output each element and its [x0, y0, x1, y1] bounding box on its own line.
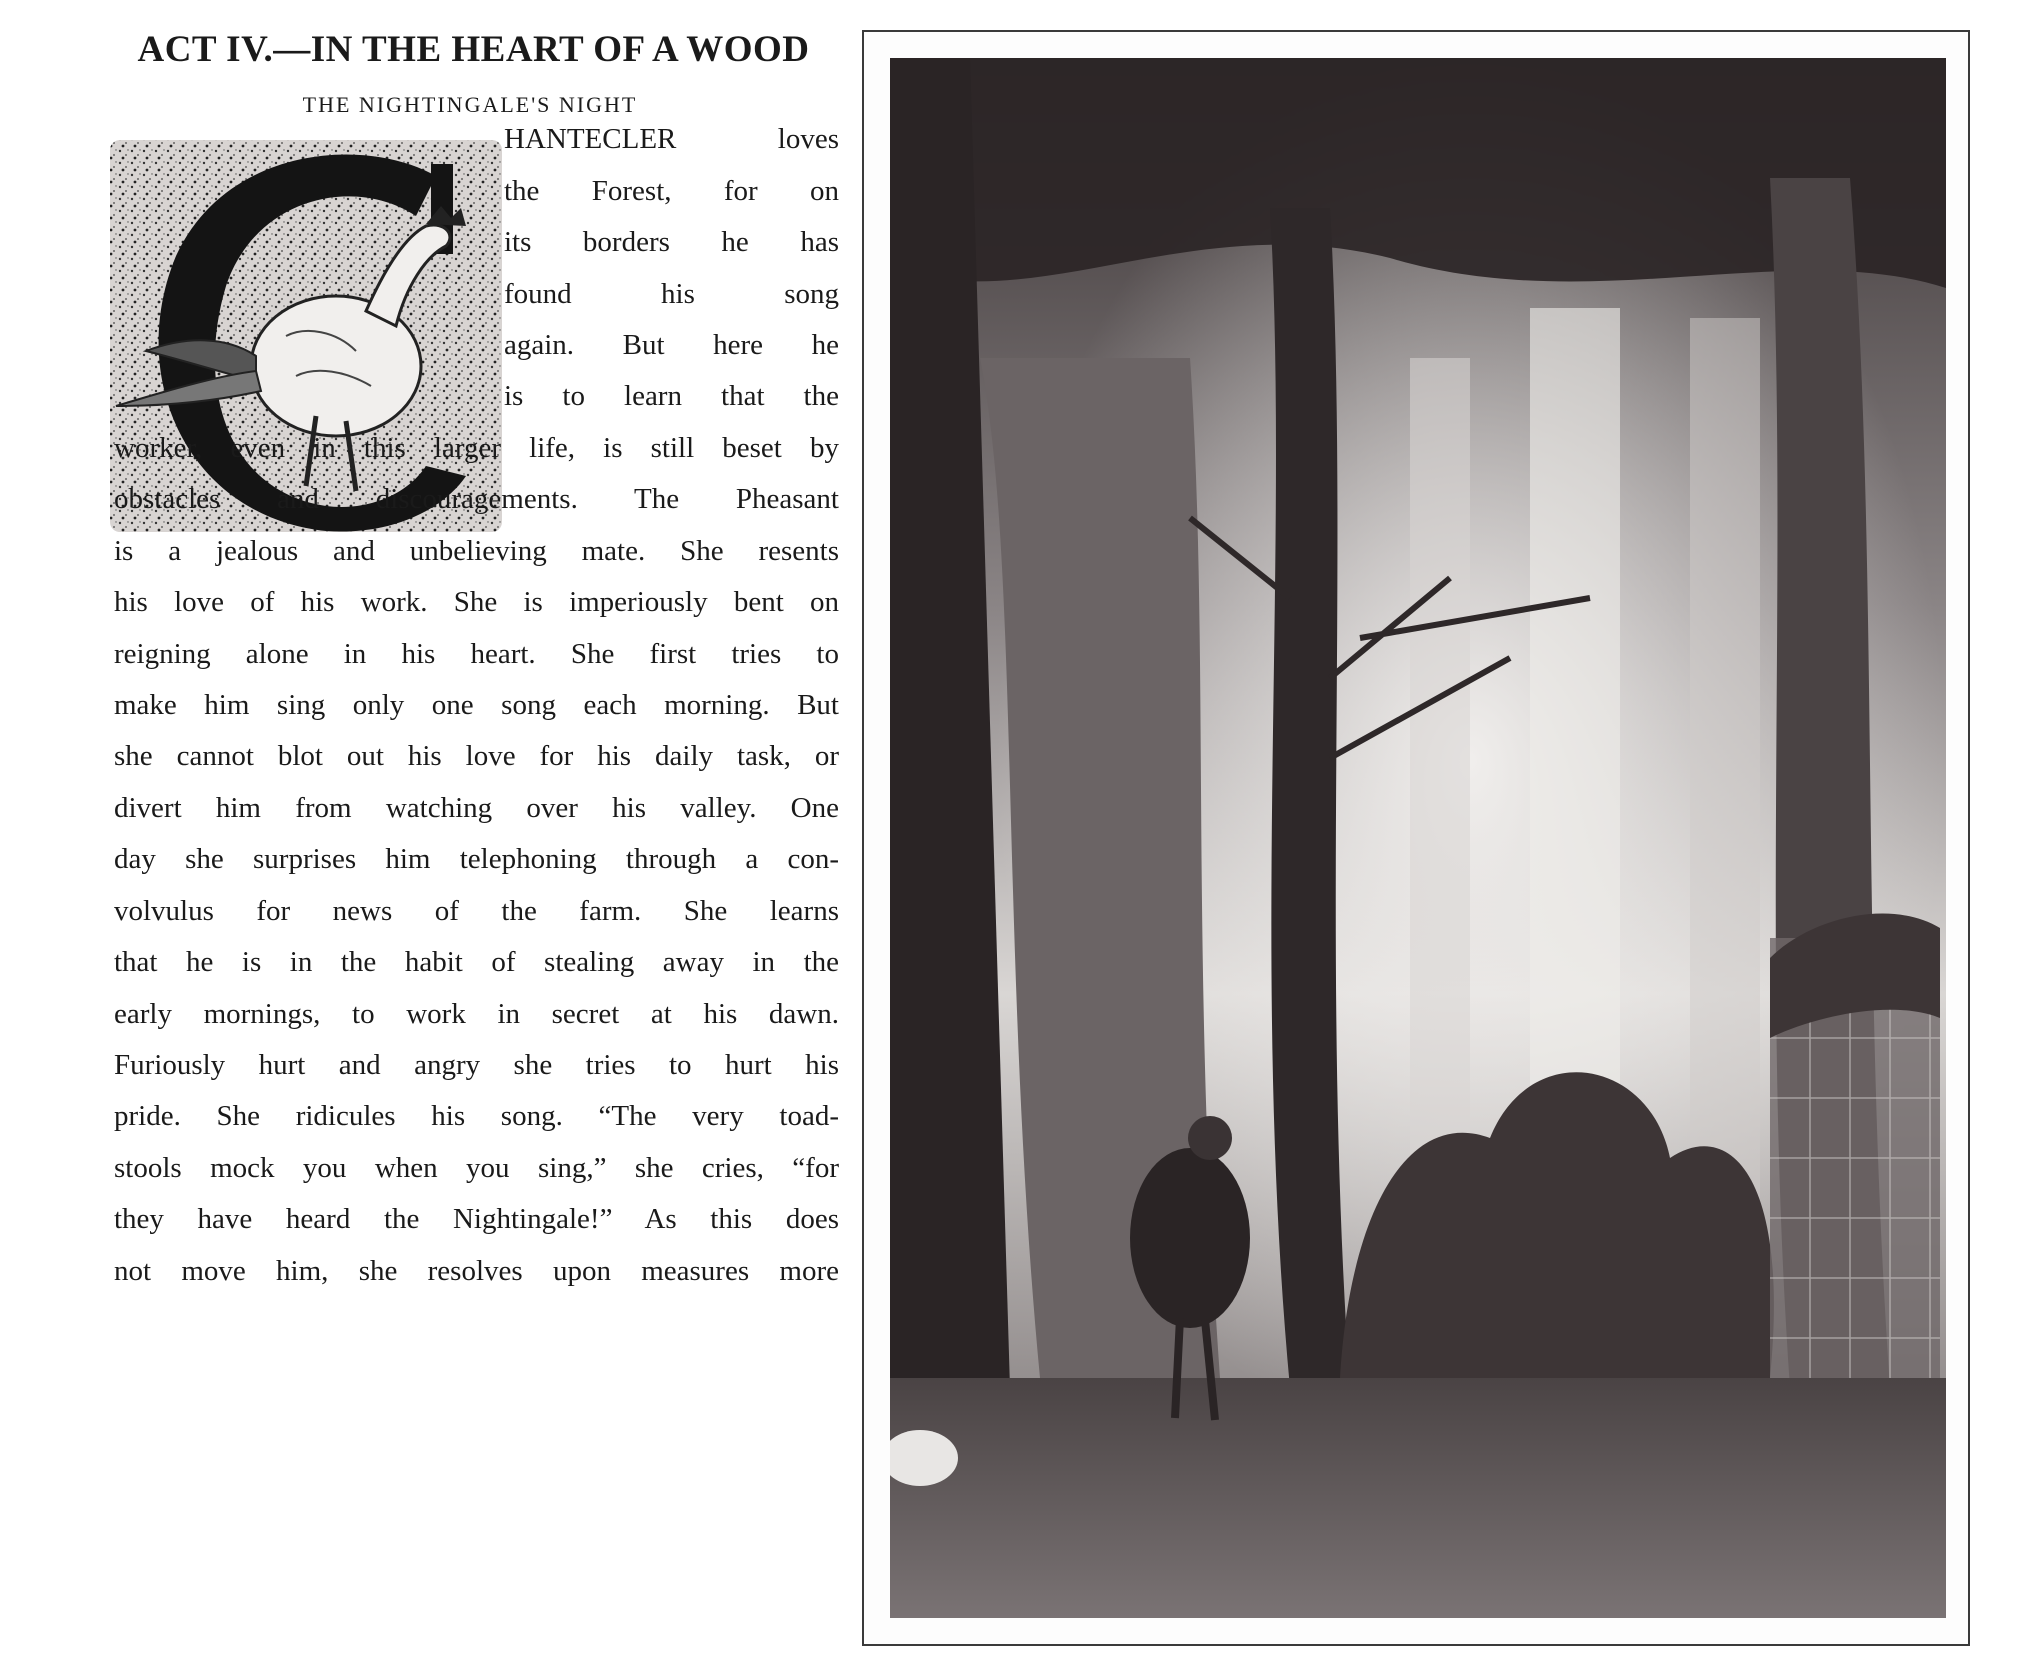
text-line: that he is in the habit of stealing away in the [114, 946, 839, 978]
text-line: volvulus for news of the farm. She learns [114, 895, 839, 927]
dropcap-illustration [106, 136, 506, 536]
text-line: found his song [504, 278, 839, 310]
text-line: stools mock you when you sing,” she cries, “for [114, 1152, 839, 1184]
text-line: Furiously hurt and angry she tries to hurt his [114, 1049, 839, 1081]
rooster-dropcap-icon [106, 136, 506, 536]
forest-scene-icon [890, 58, 1946, 1618]
text-line: worker, even in this larger life, is still beset by [114, 432, 839, 464]
text-line: HANTECLER loves [504, 123, 839, 155]
text-line: the Forest, for on [504, 175, 839, 207]
text-line: divert him from watching over his valley. One [114, 792, 839, 824]
text-line: is a jealous and unbelieving mate. She resents [114, 535, 839, 567]
text-line: she cannot blot out his love for his daily task, or [114, 740, 839, 772]
text-line: they have heard the Nightingale!” As this does [114, 1203, 839, 1235]
text-line: day she surprises him telephoning through a con- [114, 843, 839, 875]
forest-scene-photo [890, 58, 1946, 1618]
text-line: is to learn that the [504, 380, 839, 412]
text-line: pride. She ridicules his song. “The very toad- [114, 1100, 839, 1132]
text-line: reigning alone in his heart. She first tries to [114, 638, 839, 670]
text-line: its borders he has [504, 226, 839, 258]
text-line: early mornings, to work in secret at his dawn. [114, 998, 839, 1030]
text-line: again. But here he [504, 329, 839, 361]
text-line: obstacles and discouragements. The Pheasant [114, 483, 839, 515]
photo-plate [862, 30, 1970, 1646]
text-line: make him sing only one song each morning. But [114, 689, 839, 721]
text-line: not move him, she resolves upon measures more [114, 1255, 839, 1287]
act-subtitle: THE NIGHTINGALE'S NIGHT [302, 92, 638, 117]
act-title: ACT IV.—IN THE HEART OF A WOOD [137, 29, 810, 70]
text-line: his love of his work. She is imperiously bent on [114, 586, 839, 618]
